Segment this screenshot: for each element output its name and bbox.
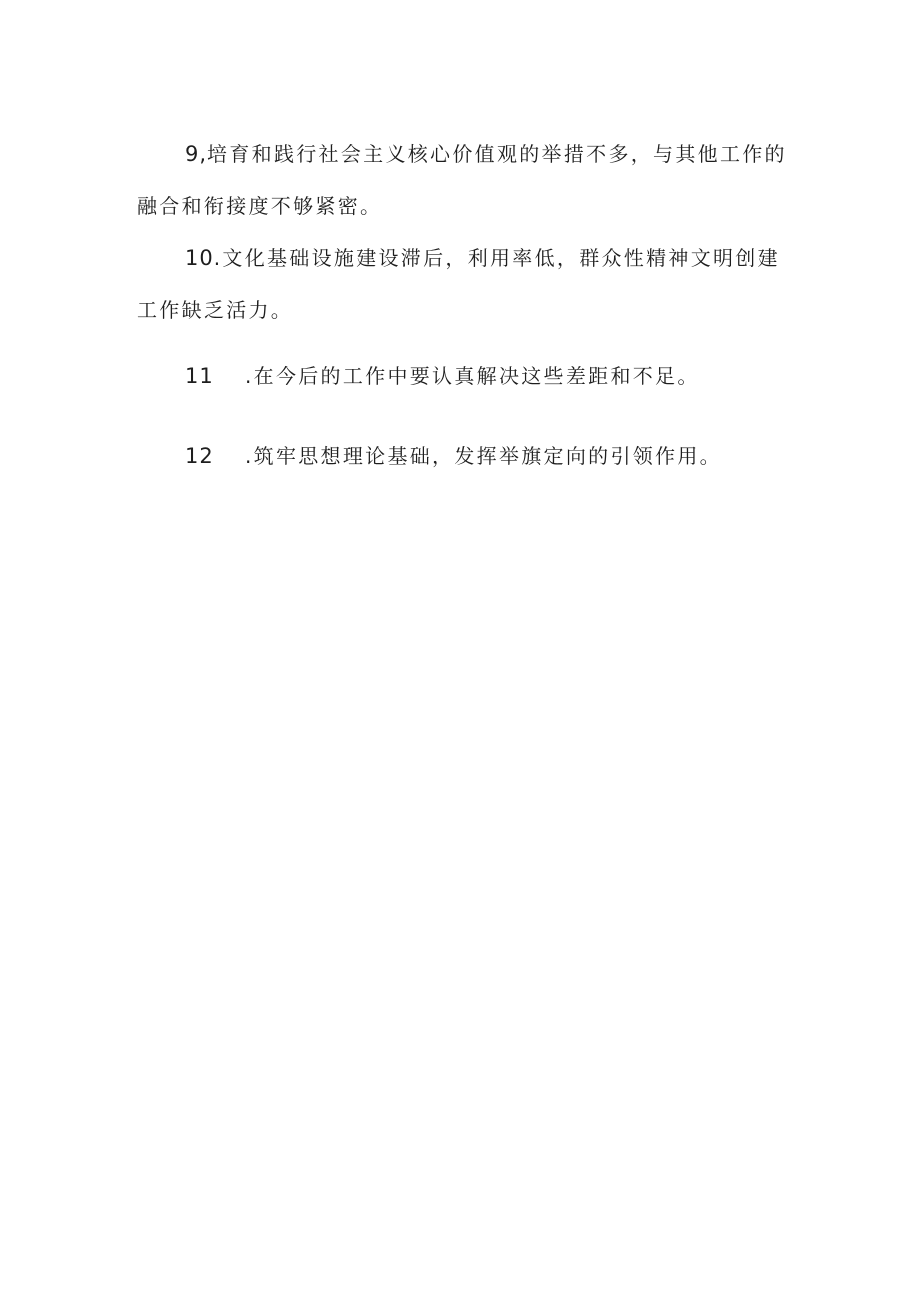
document-body [137,128,793,482]
paragraph-number: 12 [185,444,214,468]
paragraph-text: 培育和践行社会主义核心价值观的举措不多，与其他工作的融合和衔接度不够紧密。 [137,142,787,218]
paragraph-number: 10 [185,246,214,270]
paragraph-10 [137,232,793,336]
paragraph-text: .在今后的工作中要认真解决这些差距和不足。 [245,364,700,388]
paragraph-number: 11 [185,364,214,388]
paragraph-number: 9, [185,142,208,166]
paragraph-12 [137,430,793,482]
paragraph-text: .筑牢思想理论基础，发挥举旗定向的引领作用。 [245,444,722,468]
paragraph-11 [137,350,793,402]
paragraph-text: .文化基础设施建设滞后，利用率低，群众性精神文明创建工作缺乏活力。 [137,246,780,322]
paragraph-9 [137,128,793,232]
